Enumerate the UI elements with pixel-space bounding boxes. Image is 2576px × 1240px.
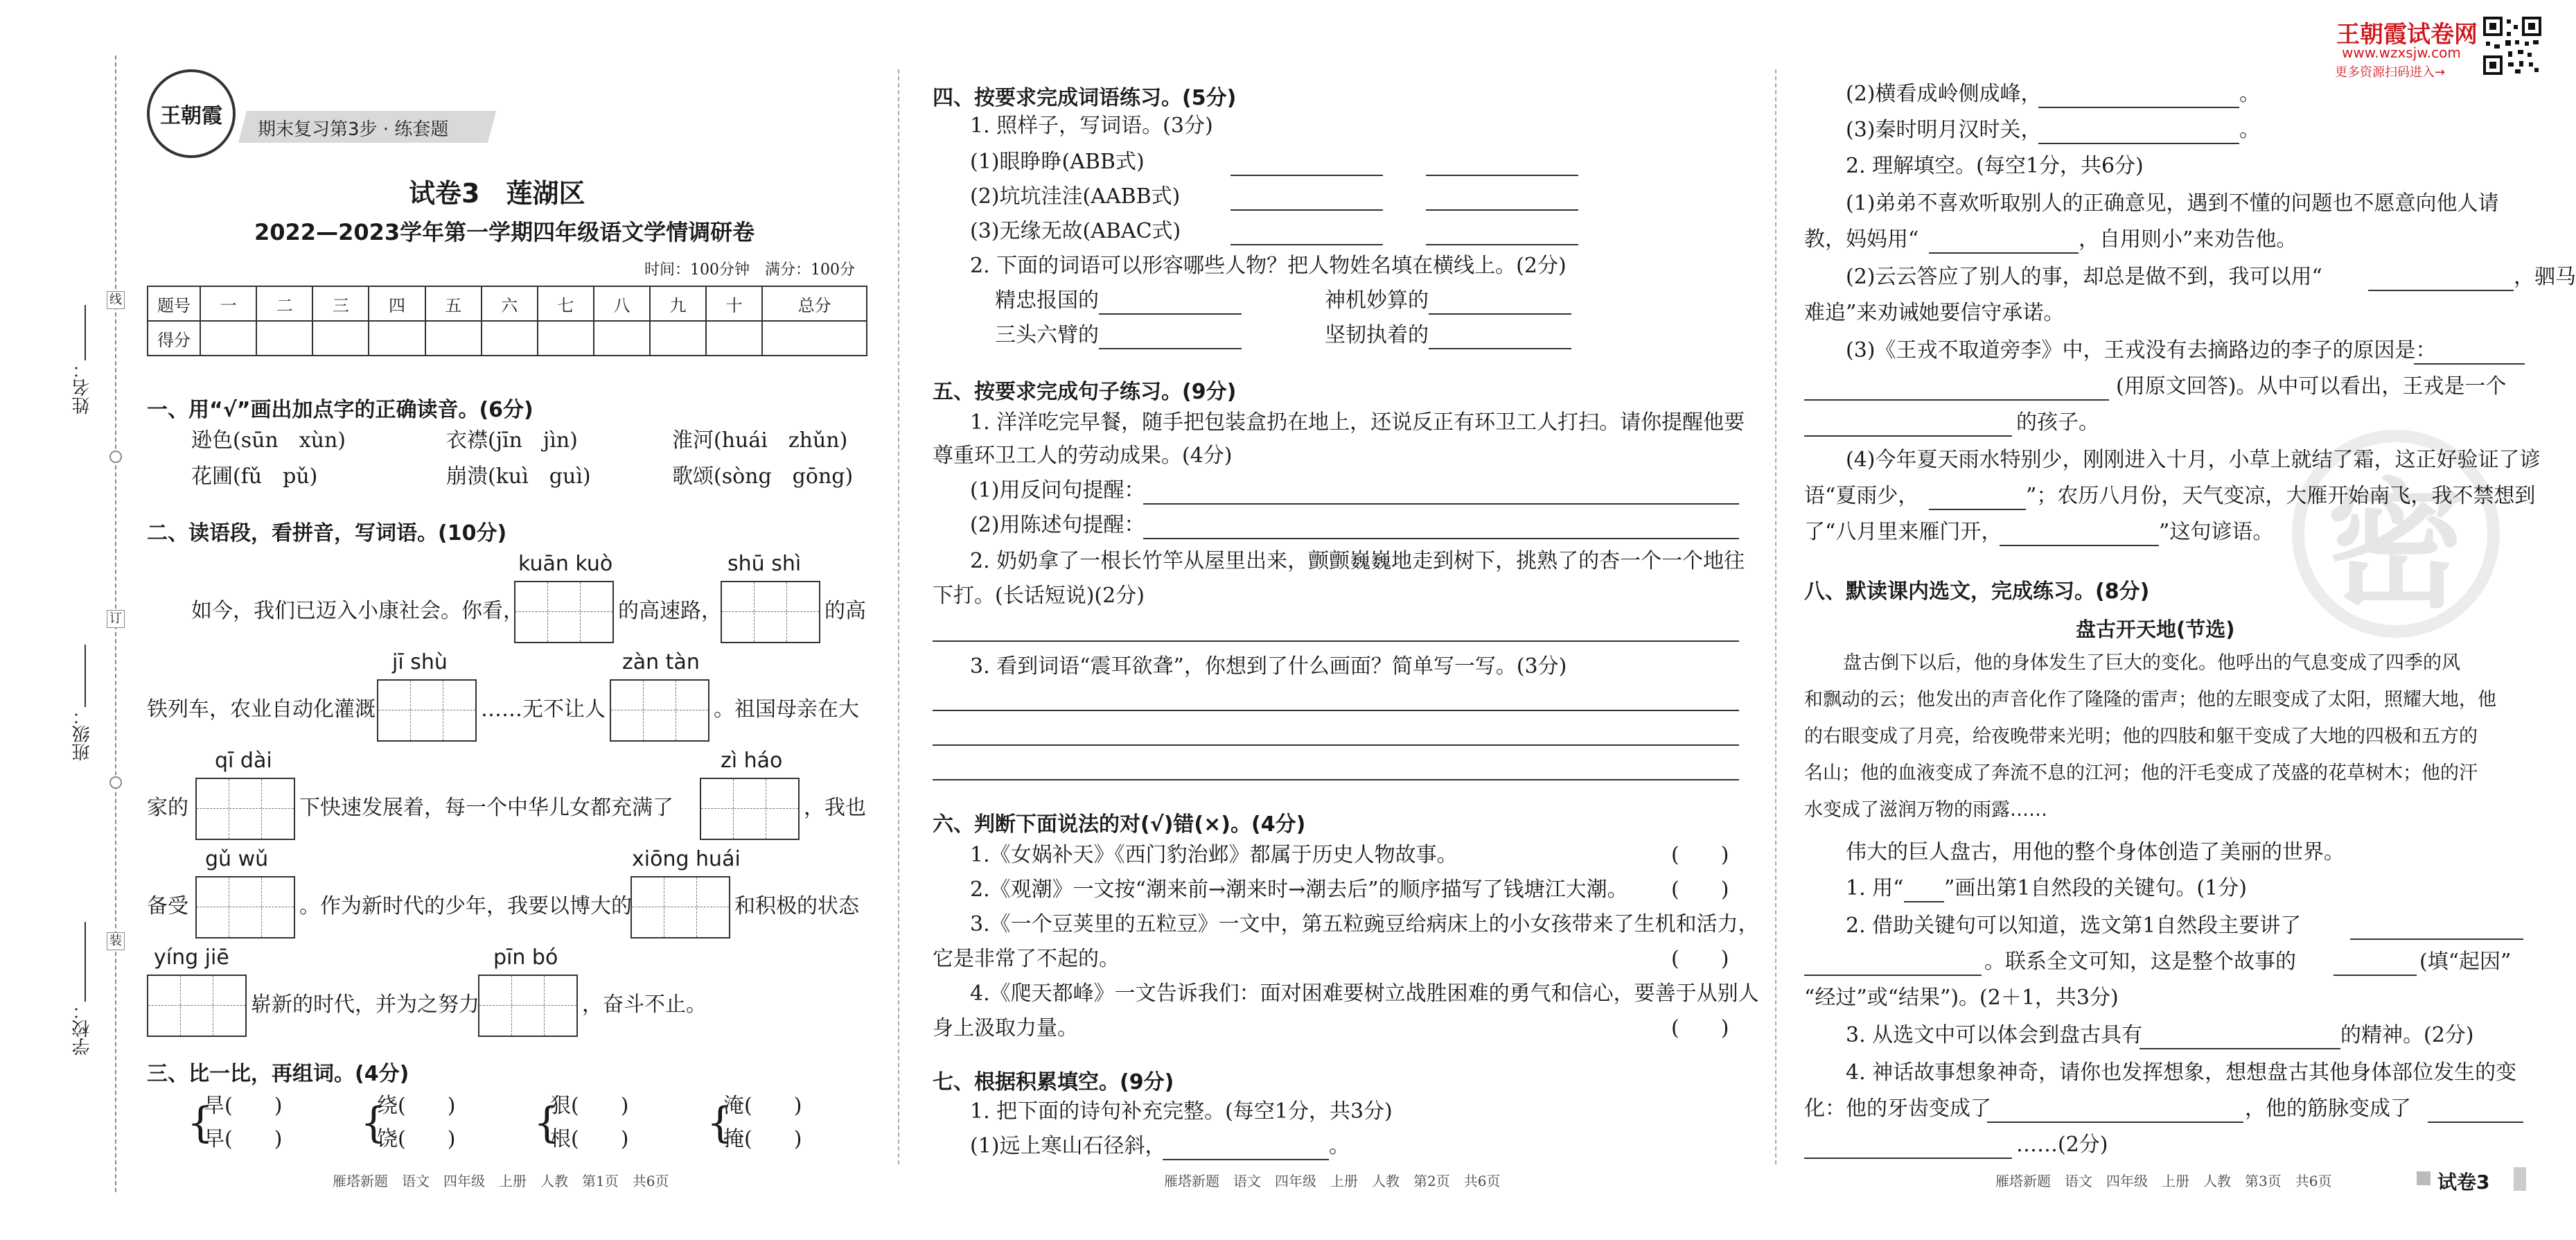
question-text: 2. 奶奶拿了一根长竹竿从屋里出来，颤颤巍巍地走到树下，挑熟了的杏一个一个地往	[970, 549, 1745, 573]
period: 。	[2239, 118, 2260, 142]
passage-line: 盘古倒下以后，他的身体发生了巨大的变化。他呼出的气息变成了四季的风	[1843, 652, 2460, 674]
judge-item: 身上汲取力量。	[933, 1016, 1078, 1040]
judge-item: 4.《爬天都峰》一文告诉我们：面对困难要树立战胜困难的勇气和信心，要善于从别人	[970, 981, 1759, 1006]
score-input-cell[interactable]	[538, 321, 594, 356]
paper-title: 试卷3 莲湖区	[409, 178, 585, 209]
passage-text: 。祖国母亲在大	[714, 697, 859, 722]
question-text: (3)无缘无故(ABAC式)	[970, 219, 1181, 243]
period: 。	[2239, 82, 2260, 106]
footer-tag: 试卷3	[2437, 1171, 2490, 1194]
passage-text: 铁列车，农业自动化灌溉	[147, 697, 376, 722]
question-text: (1)弟弟不喜欢听取别人的正确意见，遇到不懂的问题也不愿意向他人请	[1846, 191, 2499, 216]
pinyin-label: qī dài	[215, 749, 272, 773]
pinyin-label: jī shù	[392, 650, 448, 674]
question-text: 1. 洋洋吃完早餐，随手把包装盒扔在地上，还说反正有环卫工人打扫。请你提醒他要	[970, 410, 1745, 435]
qr-code-icon[interactable]	[2483, 17, 2541, 75]
answer-line[interactable]	[2038, 122, 2239, 144]
answer-line[interactable]	[1163, 1138, 1329, 1160]
judge-paren[interactable]: ( )	[1671, 1016, 1729, 1040]
class-label: 班级：	[72, 707, 93, 761]
score-header-cell: 一	[200, 286, 256, 321]
score-header-cell: 总分	[762, 286, 867, 321]
question-text: 4. 神话故事想象神奇，请你也发挥想象，想想盘古其他身体部位发生的变	[1846, 1060, 2517, 1085]
question-text: ”画出第1自然段的关键句。(1分)	[1944, 876, 2247, 900]
question-text: 的孩子。	[2016, 410, 2099, 435]
word-grid[interactable]	[195, 778, 295, 840]
section-4-title: 四、按要求完成词语练习。(5分)	[933, 86, 1237, 110]
score-header-cell: 八	[594, 286, 650, 321]
section-8-title: 八、默读课内选文，完成练习。(8分)	[1804, 579, 2150, 604]
word-grid[interactable]	[514, 581, 614, 643]
passage-text: ，我也	[804, 796, 866, 820]
answer-line[interactable]	[1929, 488, 2026, 510]
question-text: 2. 借助关键句可以知道，选文第1自然段主要讲了	[1846, 914, 2302, 938]
passage-line: 名山；他的血液变成了奔流不息的江河；他的汗毛变成了茂盛的花草树木；他的汗	[1804, 762, 2478, 784]
compare-word[interactable]: 淹( )	[723, 1094, 802, 1118]
reading-item[interactable]: 花圃(fǔ pǔ)	[191, 464, 318, 489]
answer-line[interactable]	[933, 710, 1739, 711]
page-3-footer: 雁塔新题 语文 四年级 上册 人教 第3页 共6页	[1995, 1173, 2332, 1189]
judge-paren[interactable]: ( )	[1671, 843, 1729, 867]
answer-line[interactable]	[1143, 482, 1739, 505]
compare-word[interactable]: 掩( )	[723, 1127, 802, 1151]
word-grid[interactable]	[478, 975, 578, 1037]
answer-line[interactable]	[2414, 342, 2525, 365]
brace: {	[533, 1099, 561, 1147]
question-text: (2)坑坑洼洼(AABB式)	[970, 184, 1181, 209]
answer-line[interactable]	[1230, 223, 1383, 245]
score-input-cell[interactable]	[482, 321, 538, 356]
question-text: 下打。(长话短说)(2分)	[933, 584, 1145, 608]
question-text: (用原文回答)。从中可以看出，王戎是一个	[2116, 374, 2507, 399]
question-text: ”；农历八月份，天气变凉，大雁开始南飞，我不禁想到	[2026, 484, 2536, 508]
question-text: 1. 用“	[1846, 876, 1904, 900]
question-text: 1. 把下面的诗句补充完整。(每空1分，共3分)	[970, 1099, 1393, 1124]
answer-line[interactable]	[2350, 918, 2523, 940]
question-text: (4)今年夏天雨水特别少，刚刚进入十月，小草上就结了霜，这正好验证了谚	[1846, 448, 2541, 472]
page-divider	[898, 69, 899, 1164]
passage-title: 盘古开天地(节选)	[2076, 618, 2235, 641]
score-input-cell[interactable]	[369, 321, 425, 356]
school-label: 学校：	[72, 1002, 93, 1056]
pinyin-label: gǔ wǔ	[205, 847, 269, 871]
question-text: (1)眼睁睁(ABB式)	[970, 150, 1145, 174]
question-text: 的精神。(2分)	[2340, 1023, 2474, 1047]
brace: {	[707, 1099, 734, 1147]
answer-line[interactable]	[1426, 223, 1578, 245]
question-text: 了“八月里来雁门开，	[1804, 520, 2002, 544]
score-input-cell[interactable]	[200, 321, 256, 356]
school-underline	[85, 922, 86, 1002]
reading-item[interactable]: 歌颂(sòng gōng)	[672, 464, 854, 489]
answer-line[interactable]	[1804, 954, 1982, 976]
answer-line[interactable]	[933, 640, 1739, 642]
score-header-cell: 三	[312, 286, 369, 321]
binding-mark-line: 线	[107, 291, 125, 309]
passage-text: 备受	[147, 894, 188, 918]
answer-line[interactable]	[2368, 269, 2514, 291]
passage-line: 水变成了滋润万物的雨露……	[1804, 799, 2047, 821]
question-text: 神机妙算的	[1325, 288, 1429, 313]
score-input-cell[interactable]	[312, 321, 369, 356]
question-text: (3)《王戎不取道旁李》中，王戎没有去摘路边的李子的原因是：	[1846, 338, 2437, 363]
brand-url: www.wzxsjw.com	[2342, 44, 2461, 61]
section-5-title: 五、按要求完成句子练习。(9分)	[933, 380, 1237, 404]
judge-item: 2.《观潮》一文按“潮来前→潮来时→潮去后”的顺序描写了钱塘江大潮。	[970, 877, 1628, 902]
answer-line[interactable]	[1929, 232, 2079, 254]
compare-word[interactable]: 旱( )	[204, 1094, 283, 1118]
question-text: 2. 理解填空。(每空1分，共6分)	[1846, 154, 2144, 178]
question-text: 教，妈妈用“	[1804, 227, 1919, 252]
name-label: 姓名：	[72, 360, 93, 414]
reading-item[interactable]: 逊色(sūn xùn)	[191, 428, 346, 453]
binding-dot	[109, 451, 122, 463]
word-grid[interactable]	[610, 679, 709, 742]
passage-body	[1804, 645, 2525, 828]
question-text: ，驷马	[2514, 265, 2576, 289]
section-2-title: 二、读语段，看拼音，写词语。(10分)	[147, 521, 507, 545]
score-input-cell[interactable]	[425, 321, 482, 356]
word-grid[interactable]	[700, 778, 800, 840]
footer-tag-bar	[2514, 1167, 2526, 1191]
compare-word[interactable]: 早( )	[204, 1127, 283, 1151]
answer-line[interactable]	[1429, 292, 1571, 315]
passage-text: 如今，我们已迈入小康社会。你看，	[191, 599, 524, 623]
answer-line[interactable]	[2140, 1027, 2340, 1049]
question-text: (2)云云答应了别人的事，却总是做不到，我可以用“	[1846, 265, 2322, 289]
word-grid[interactable]	[147, 975, 247, 1037]
answer-line[interactable]	[2000, 524, 2159, 546]
section-7-title: 七、根据积累填空。(9分)	[933, 1070, 1174, 1094]
page-2-footer: 雁塔新题 语文 四年级 上册 人教 第2页 共6页	[1164, 1173, 1501, 1189]
answer-line[interactable]	[1099, 292, 1242, 315]
question-text: 精忠报国的	[995, 288, 1099, 313]
pinyin-label: zì háo	[721, 749, 783, 773]
answer-line[interactable]	[2428, 1101, 2523, 1123]
passage-text: 的高	[824, 599, 866, 623]
question-text: 3. 从选文中可以体会到盘古具有	[1846, 1023, 2143, 1047]
judge-item: 3.《一个豆荚里的五粒豆》一文中，第五粒豌豆给病床上的小女孩带来了生机和活力，	[970, 912, 1759, 936]
compare-word[interactable]: 绕( )	[377, 1094, 456, 1118]
brace: {	[360, 1099, 387, 1147]
compare-word[interactable]: 狠( )	[550, 1094, 629, 1118]
period: 。	[1329, 1134, 1350, 1158]
passage-text: ，奋斗不止。	[582, 993, 707, 1017]
reading-item[interactable]: 崩溃(kuì guì)	[446, 464, 591, 489]
score-table	[147, 286, 867, 356]
question-text: (填“起因”	[2419, 950, 2512, 974]
question-text: ……(2分)	[2016, 1133, 2108, 1157]
binding-dot	[109, 776, 122, 789]
word-grid[interactable]	[195, 876, 295, 938]
question-text: 。联系全文可知，这是整个故事的	[1984, 950, 2296, 974]
pinyin-label: zàn tàn	[622, 650, 700, 674]
score-input-cell[interactable]	[256, 321, 312, 356]
answer-line[interactable]	[1987, 1101, 2243, 1123]
score-input-cell[interactable]	[650, 321, 706, 356]
question-text: 三头六臂的	[995, 323, 1099, 347]
score-header-cell: 二	[256, 286, 312, 321]
answer-line[interactable]	[1904, 880, 1944, 902]
score-row-label: 得分	[148, 321, 200, 356]
passage-text: 的高速路，	[618, 599, 722, 623]
answer-line[interactable]	[933, 744, 1739, 746]
passage-text: ……无不让人	[481, 697, 606, 722]
page-1-footer: 雁塔新题 语文 四年级 上册 人教 第1页 共6页	[333, 1173, 669, 1189]
question-text: 1. 照样子，写词语。(3分)	[970, 114, 1213, 138]
answer-line[interactable]	[1804, 414, 2012, 437]
paper-subtitle: 2022—2023学年第一学期四年级语文学情调研卷	[254, 219, 755, 245]
question-text: 坚韧执着的	[1325, 323, 1429, 347]
judge-item: 它是非常了不起的。	[933, 947, 1120, 971]
section-6-title: 六、判断下面说法的对(√)错(×)。(4分)	[933, 812, 1306, 837]
passage-text: 下快速发展着，每一个中华儿女都充满了	[299, 796, 673, 820]
brand-name: 王朝霞试卷网	[2336, 21, 2478, 49]
class-underline	[85, 645, 86, 707]
compare-word[interactable]: 根( )	[550, 1127, 629, 1151]
question-text: 2. 下面的词语可以形容哪些人物？把人物姓名填在横线上。(2分)	[970, 254, 1567, 278]
brand-tagline: 更多资源扫码进入→	[2335, 65, 2446, 80]
answer-line[interactable]	[1804, 378, 2109, 401]
passage-line: 和飘动的云；他发出的声音化作了隆隆的雷声；他的左眼变成了太阳，照耀大地，他	[1804, 689, 2496, 710]
binding-mark-order: 订	[107, 610, 125, 628]
judge-item: 1.《女娲补天》《西门豹治邺》都属于历史人物故事。	[970, 843, 1458, 867]
score-header-cell: 九	[650, 286, 706, 321]
answer-line[interactable]	[1230, 189, 1383, 211]
answer-line[interactable]	[2334, 954, 2417, 976]
confidential-watermark: 密	[2292, 430, 2500, 638]
passage-text: 。作为新时代的少年，我要以博大的	[299, 894, 632, 918]
review-banner-text: 期末复习第3步 · 练套题	[258, 119, 449, 140]
question-text: (1)远上寒山石径斜，	[970, 1134, 1166, 1158]
score-input-cell[interactable]	[594, 321, 650, 356]
reading-item[interactable]: 淮河(huái zhǔn)	[672, 428, 848, 453]
brace: {	[187, 1099, 214, 1147]
score-header-cell: 题号	[148, 286, 200, 321]
section-1-title: 一、用“√”画出加点字的正确读音。(6分)	[147, 398, 533, 422]
answer-line[interactable]	[1804, 1137, 2012, 1159]
passage-text: 崭新的时代，并为之努力	[251, 993, 479, 1017]
score-input-cell[interactable]	[762, 321, 867, 356]
score-header-cell: 十	[706, 286, 762, 321]
section-3-title: 三、比一比，再组词。(4分)	[147, 1062, 409, 1086]
score-header-cell: 四	[369, 286, 425, 321]
time-score: 时间：100分钟 满分：100分	[644, 261, 855, 279]
pinyin-label: shū shì	[727, 552, 802, 576]
judge-paren[interactable]: ( )	[1671, 877, 1729, 902]
answer-line[interactable]	[2038, 86, 2239, 108]
question-text: ，他的筋脉变成了	[2245, 1097, 2411, 1121]
question-text: ”这句谚语。	[2159, 520, 2274, 544]
score-header-cell: 七	[538, 286, 594, 321]
judge-paren[interactable]: ( )	[1671, 947, 1729, 971]
passage-end: 伟大的巨人盘古，用他的整个身体创造了美丽的世界。	[1846, 840, 2345, 864]
answer-line[interactable]	[1143, 517, 1739, 539]
binding-mark-bind: 装	[107, 932, 125, 950]
footer-tag-mark	[2417, 1171, 2431, 1185]
question-text: 化：他的牙齿变成了	[1804, 1097, 1991, 1121]
page-divider	[1775, 69, 1776, 1164]
question-text: (2)用陈述句提醒：	[970, 513, 1145, 537]
word-grid[interactable]	[630, 876, 730, 938]
question-text: 尊重环卫工人的劳动成果。(4分)	[933, 444, 1233, 468]
pinyin-label: kuān kuò	[518, 552, 613, 576]
passage-text: 家的	[147, 796, 188, 820]
pinyin-label: yíng jiē	[154, 945, 229, 970]
answer-line[interactable]	[933, 779, 1739, 780]
score-input-cell[interactable]	[706, 321, 762, 356]
logo-text: 王朝霞	[160, 104, 222, 128]
logo-badge	[147, 69, 236, 158]
reading-item[interactable]: 衣襟(jīn jìn)	[446, 428, 578, 453]
name-underline	[85, 305, 86, 360]
question-text: 3. 看到词语“震耳欲聋”，你想到了什么画面？简单写一写。(3分)	[970, 654, 1567, 679]
answer-line[interactable]	[1099, 327, 1242, 349]
question-text: 语“夏雨少，	[1804, 484, 1919, 508]
pinyin-label: xiōng huái	[632, 847, 741, 871]
answer-line[interactable]	[1426, 154, 1578, 176]
question-text: (2)横看成岭侧成峰，	[1846, 82, 2042, 106]
question-text: “经过”或“结果”)。(2＋1，共3分)	[1804, 986, 2119, 1010]
question-text: (1)用反问句提醒：	[970, 478, 1145, 503]
question-text: 难追”来劝诫她要信守承诺。	[1804, 301, 2065, 325]
word-grid[interactable]	[377, 679, 477, 742]
pinyin-label: pīn bó	[493, 945, 558, 970]
question-text: (3)秦时明月汉时关，	[1846, 118, 2042, 142]
question-text: ，自用则小”来劝告他。	[2079, 227, 2297, 252]
answer-line[interactable]	[1429, 327, 1571, 349]
score-header-cell: 六	[482, 286, 538, 321]
answer-line[interactable]	[1426, 189, 1578, 211]
word-grid[interactable]	[721, 581, 820, 643]
score-header-cell: 五	[425, 286, 482, 321]
answer-line[interactable]	[1230, 154, 1383, 176]
compare-word[interactable]: 饶( )	[377, 1127, 456, 1151]
passage-line: 的右眼变成了月亮，给夜晚带来光明；他的四肢和躯干变成了大地的四极和五方的	[1804, 726, 2478, 747]
passage-text: 和积极的状态	[734, 894, 859, 918]
